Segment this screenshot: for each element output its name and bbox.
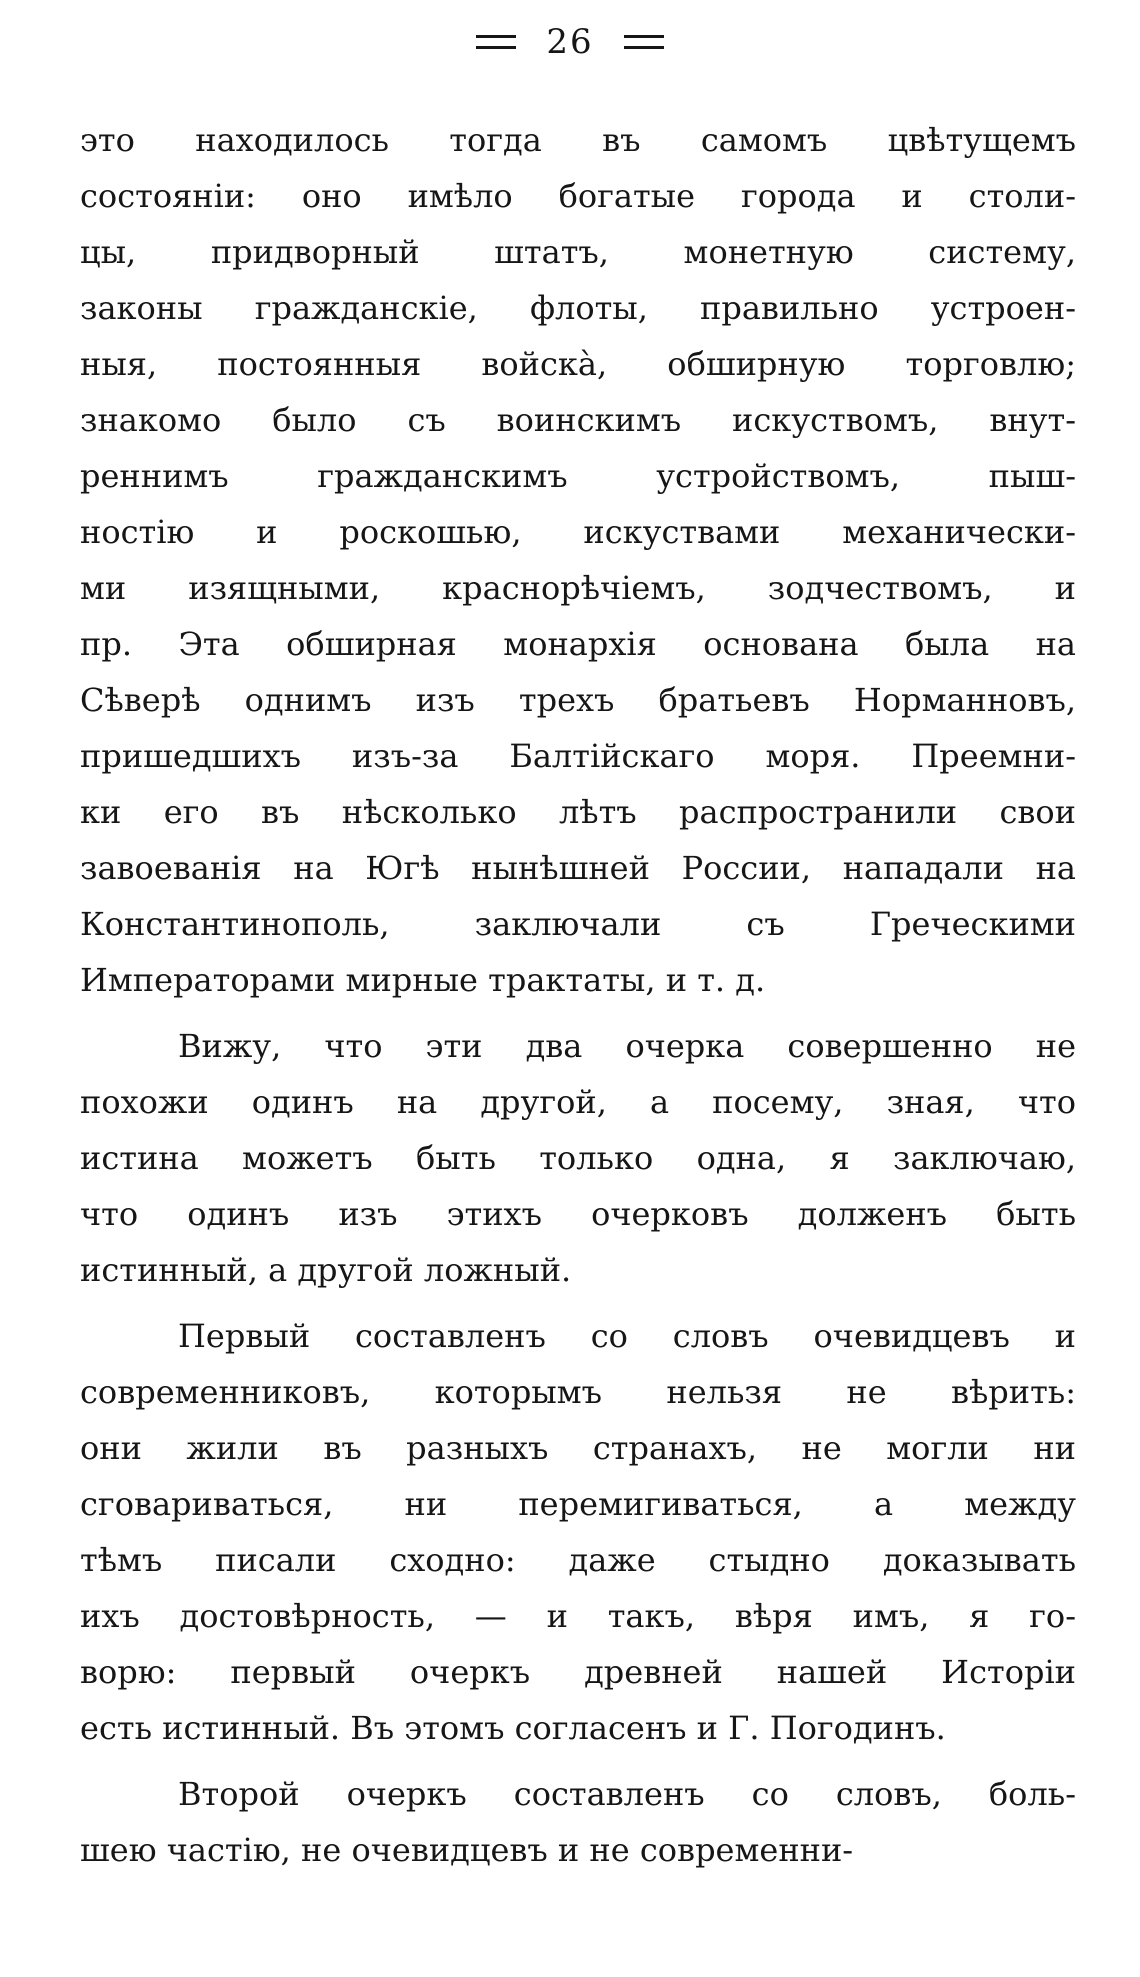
text-line: ки его въ нѣсколько лѣтъ распространили свои	[80, 793, 1076, 831]
paragraph-gap	[80, 1008, 1076, 1018]
text-line: истинный, а другой ложный.	[80, 1251, 572, 1289]
paragraph	[80, 1018, 1076, 1298]
text-line: тѣмъ писали сходно: даже стыдно доказывать	[80, 1541, 1076, 1579]
text-line: ностiю и роскошью, искуствами механически-	[80, 513, 1076, 551]
header-rule-left	[476, 35, 516, 49]
text-line: ми изящными, краснорѣчiемъ, зодчествомъ, и	[80, 569, 1076, 607]
page-number: 26	[546, 22, 594, 62]
text-line: реннимъ гражданскимъ устройствомъ, пыш-	[80, 457, 1076, 495]
text-line: современниковъ, которымъ нельзя не вѣрить:	[80, 1373, 1076, 1411]
paragraph	[80, 1766, 1076, 1878]
text-line: пр. Эта обширная монархiя основана была на	[80, 625, 1076, 663]
paragraph	[80, 1308, 1076, 1756]
text-line: знакомо было съ воинскимъ искуствомъ, внут-	[80, 401, 1076, 439]
text-line: завоеванiя на Югѣ нынѣшней России, нападали на	[80, 849, 1076, 887]
text-line: шею частiю, не очевидцевъ и не современни-	[80, 1831, 854, 1869]
header-rule-right	[624, 35, 664, 49]
text-line: сговариваться, ни перемигиваться, а между	[80, 1485, 1076, 1523]
text-line: истина можетъ быть только одна, я заключаю,	[80, 1139, 1076, 1177]
page-body	[80, 112, 1076, 1878]
text-line: ворю: первый очеркъ древней нашей Исторiи	[80, 1653, 1076, 1691]
text-line: состоянiи: оно имѣло богатые города и столи-	[80, 177, 1076, 215]
text-line: Константинополь, заключали съ Греческими	[80, 905, 1076, 943]
text-line: ныя, постоянныя войскà, обширную торговлю;	[80, 345, 1076, 383]
paragraph-gap	[80, 1756, 1076, 1766]
text-line: Сѣверѣ однимъ изъ трехъ братьевъ Норманновъ,	[80, 681, 1076, 719]
text-line: есть истинный. Въ этомъ согласенъ и Г. Погодинъ.	[80, 1709, 946, 1747]
paragraph-gap	[80, 1298, 1076, 1308]
text-line: они жили въ разныхъ странахъ, не могли ни	[80, 1429, 1076, 1467]
text-line: Второй очеркъ составленъ со словъ, боль-	[178, 1775, 1076, 1813]
text-line: Первый составленъ со словъ очевидцевъ и	[178, 1317, 1076, 1355]
text-line: ихъ достовѣрность, — и такъ, вѣря имъ, я го-	[80, 1597, 1076, 1635]
page-header	[0, 18, 1140, 64]
paragraph	[80, 112, 1076, 1008]
text-line: что одинъ изъ этихъ очерковъ долженъ быть	[80, 1195, 1076, 1233]
text-line: Императорами мирные трактаты, и т. д.	[80, 961, 766, 999]
text-line: цы, придворный штатъ, монетную систему,	[80, 233, 1076, 271]
text-line: законы гражданскiе, флоты, правильно устроен-	[80, 289, 1076, 327]
text-line: Вижу, что эти два очерка совершенно не	[178, 1027, 1076, 1065]
text-line: похожи одинъ на другой, а посему, зная, что	[80, 1083, 1076, 1121]
text-line: это находилось тогда въ самомъ цвѣтущемъ	[80, 121, 1076, 159]
text-line: пришедшихъ изъ-за Балтiйскаго моря. Преемни-	[80, 737, 1076, 775]
